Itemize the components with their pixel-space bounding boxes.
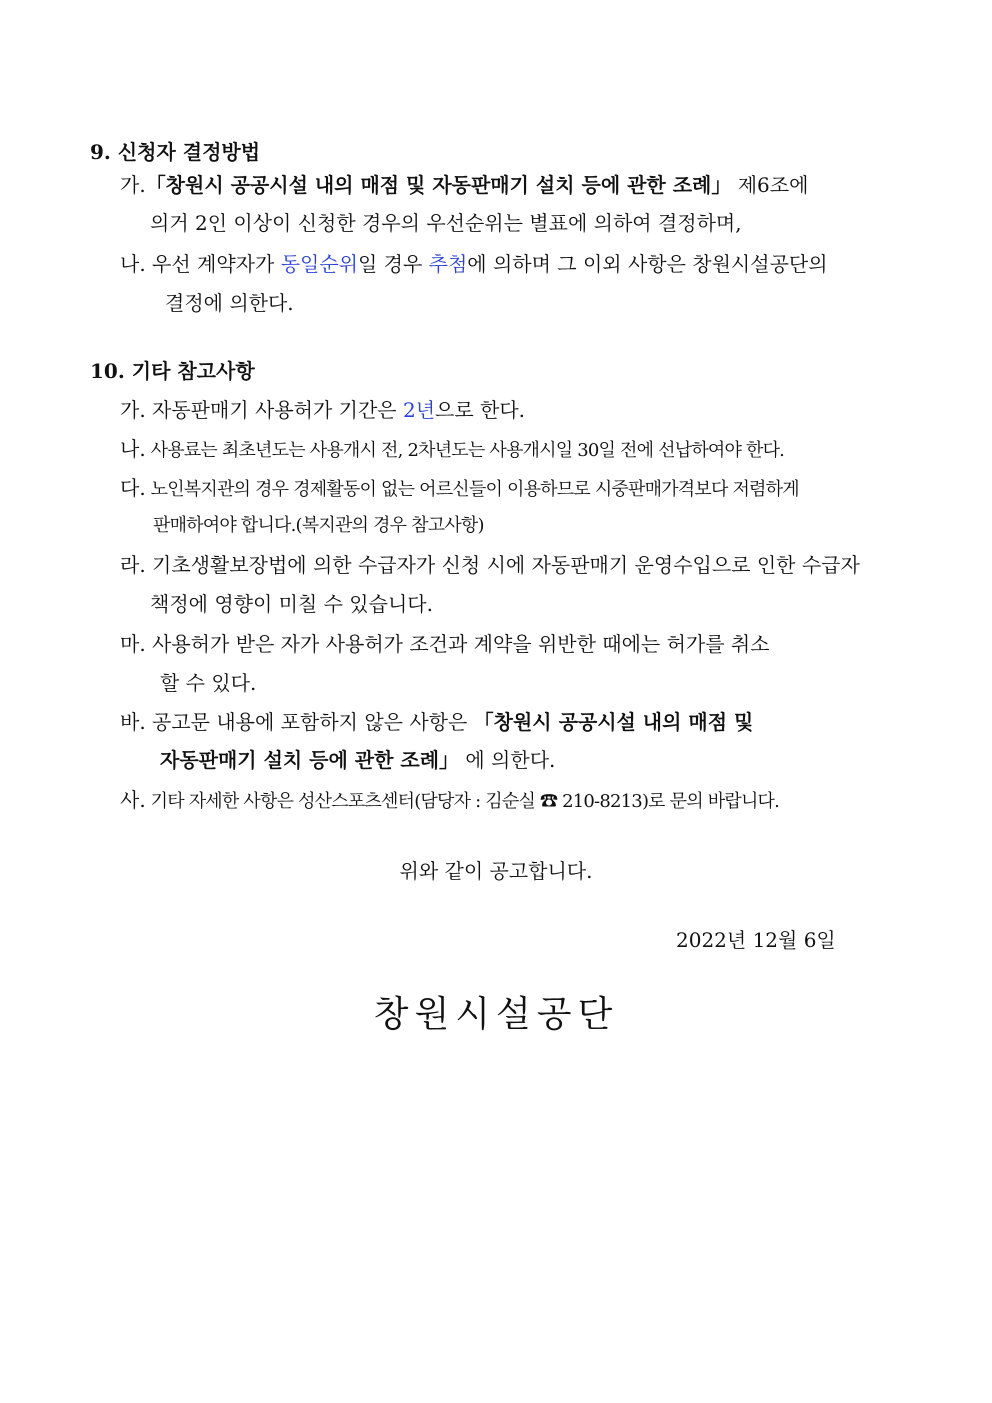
item-marker: 사. — [120, 788, 146, 812]
item-text: 공고문 내용에 포함하지 않은 사항은 — [145, 710, 474, 734]
highlight-two-years: 2년 — [402, 398, 436, 422]
item-text: 에 의하며 그 이외 사항은 창원시설공단의 — [467, 252, 828, 276]
section-10-item-ma — [120, 630, 770, 658]
section-10-item-ra — [120, 551, 860, 579]
item-text: 자동판매기 사용허가 기간은 — [145, 398, 403, 422]
section-10-heading: 10. 기타 참고사항 — [90, 359, 255, 383]
section-9-heading: 9. 신청자 결정방법 — [90, 140, 261, 164]
section-9-item-ga-cont: 의거 2인 이상이 신청한 경우의 우선순위는 별표에 의하여 결정하며, — [150, 211, 742, 235]
item-text: 기타 자세한 사항은 성산스포츠센터(담당자 : 김순실 ☎ 210-8213)로 문의 바랍니다. — [145, 791, 780, 812]
item-text: 기초생활보장법에 의한 수급자가 신청 시에 자동판매기 운영수입으로 인한 수급자 — [145, 553, 860, 577]
section-10-item-da-cont: 판매하여야 합니다.(복지관의 경우 참고사항) — [153, 515, 484, 536]
section-10-item-ma-cont: 할 수 있다. — [160, 671, 257, 695]
section-10-item-ba-cont — [160, 746, 555, 774]
item-marker: 라. — [120, 553, 146, 577]
item-marker: 가. — [120, 173, 146, 197]
item-text: 사용허가 받은 자가 사용허가 조건과 계약을 위반한 때에는 허가를 취소 — [145, 632, 770, 656]
section-10-item-ba — [120, 708, 753, 736]
organization-name: 창원시설공단 — [373, 994, 619, 1035]
section-9-item-na — [120, 250, 828, 278]
highlight-lottery: 추첨 — [428, 252, 468, 276]
item-marker: 나. — [120, 252, 146, 276]
item-text: 제6조에 — [731, 173, 809, 197]
section-9-item-na-cont: 결정에 의한다. — [165, 291, 294, 315]
closing-statement: 위와 같이 공고합니다. — [399, 859, 593, 883]
section-10-item-ga — [120, 396, 525, 424]
item-marker: 가. — [120, 398, 146, 422]
announcement-date: 2022년 12월 6일 — [676, 928, 836, 952]
ordinance-title: 「창원시 공공시설 내의 매점 및 자동판매기 설치 등에 관한 조례」 — [145, 173, 732, 197]
item-text: 노인복지관의 경우 경제활동이 없는 어르신들이 이용하므로 시중판매가격보다 저렴하게 — [145, 479, 799, 500]
section-10-item-na — [120, 435, 784, 465]
item-marker: 바. — [120, 710, 146, 734]
item-text: 일 경우 — [357, 252, 429, 276]
item-text: 으로 한다. — [435, 398, 526, 422]
section-10-item-ra-cont: 책정에 영향이 미칠 수 있습니다. — [150, 592, 433, 616]
section-10-item-da — [120, 474, 799, 504]
highlight-same-rank: 동일순위 — [280, 252, 358, 276]
item-marker: 마. — [120, 632, 146, 656]
item-text: 우선 계약자가 — [145, 252, 281, 276]
item-marker: 다. — [120, 476, 146, 500]
item-text: 사용료는 최초년도는 사용개시 전, 2차년도는 사용개시일 30일 전에 선납하여야 한다. — [145, 440, 785, 461]
section-10-item-sa — [120, 786, 779, 816]
ordinance-title: 자동판매기 설치 등에 관한 조례」 — [160, 748, 460, 772]
section-9-item-ga — [120, 171, 808, 199]
ordinance-title: 「창원시 공공시설 내의 매점 및 — [473, 710, 754, 734]
item-text: 에 의한다. — [459, 748, 556, 772]
item-marker: 나. — [120, 437, 146, 461]
